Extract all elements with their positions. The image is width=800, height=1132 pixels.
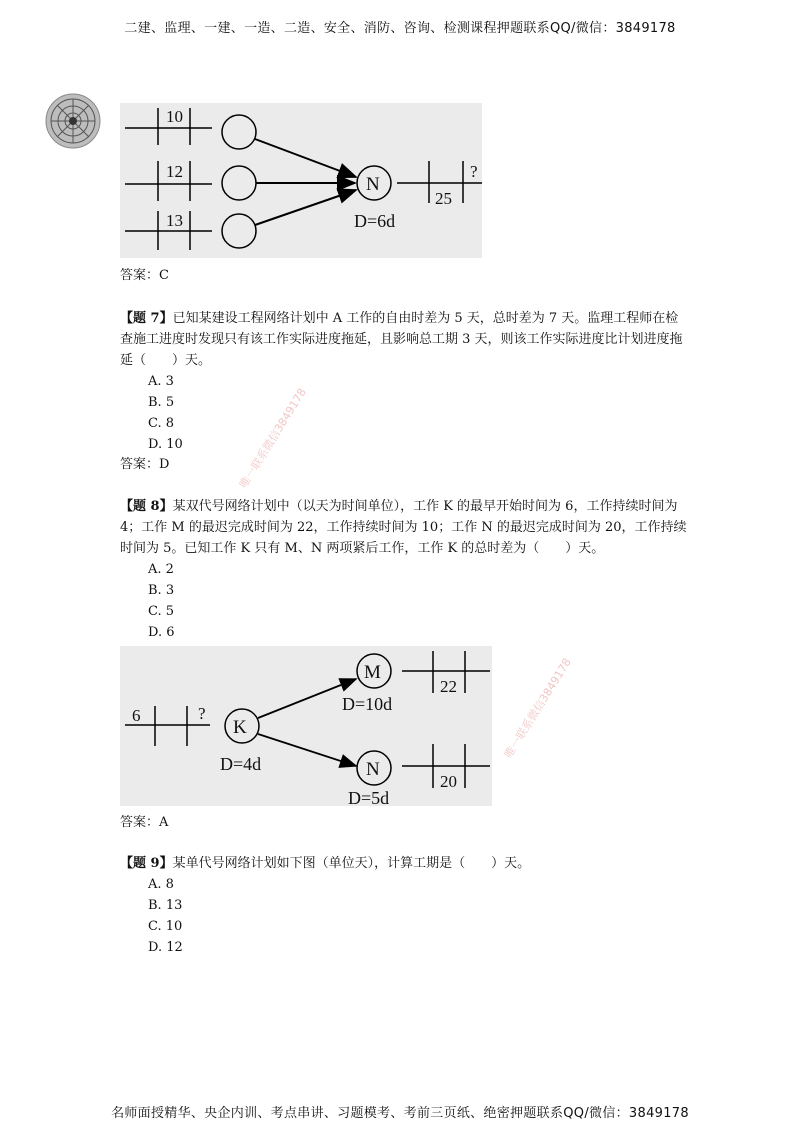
node-k-label: K (233, 717, 247, 738)
q7-option-b: B. 5 (148, 395, 175, 410)
m-duration: D=10d (342, 694, 393, 714)
q8-option-b: B. 3 (148, 583, 175, 598)
q9-option-a: A. 8 (148, 877, 174, 892)
q8-option-d: D. 6 (148, 625, 175, 640)
question-7 (120, 308, 690, 475)
q7-option-a: A. 3 (148, 374, 174, 389)
k-question: ? (198, 704, 206, 723)
q7-option-d: D. 10 (148, 437, 183, 452)
watermark: 唯一联系微信3849178 (236, 386, 309, 491)
network-figure-1 (120, 103, 482, 258)
q8-tag: 【题 8】 (120, 499, 173, 514)
input-label-2: 12 (166, 162, 183, 181)
n-late-finish: 20 (440, 772, 457, 791)
page-footer: 名师面授精华、央企内训、考点串讲、习题模考、考前三页纸、绝密押题联系QQ/微信：3849178 (111, 1106, 689, 1121)
q9-tag: 【题 9】 (120, 856, 173, 871)
q7-option-c: C. 8 (148, 416, 175, 431)
node-circle (222, 214, 256, 248)
question-8 (120, 496, 690, 643)
node-n-label: N (366, 174, 380, 195)
q9-option-b: B. 13 (148, 898, 183, 913)
node-m-label: M (364, 662, 381, 683)
q9-option-c: C. 10 (148, 919, 183, 934)
node-n-label: N (366, 759, 380, 780)
input-label-3: 13 (166, 211, 183, 230)
q9-option-d: D. 12 (148, 940, 183, 955)
seal-logo-icon (45, 93, 101, 149)
q8-option-c: C. 5 (148, 604, 175, 619)
q8-stem: 某双代号网络计划中（以天为时间单位），工作 K 的最早开始时间为 6，工作持续时间为 4；工作 M 的最迟完成时间为 22，工作持续时间为 10；工作 N 的最迟完成时间为 20，工作持续时间为 5。已知工作 K 只有 M、N 两项紧后工作，工作 K 的总时差为（ ）天。 (120, 499, 687, 556)
n-duration: D=5d (348, 788, 390, 806)
node-circle (222, 166, 256, 200)
q8-option-a: A. 2 (148, 562, 174, 577)
q7-stem: 已知某建设工程网络计划中 A 工作的自由时差为 5 天，总时差为 7 天。监理工程师在检查施工进度时发现只有该工作实际进度拖延，且影响总工期 3 天，则该工作实际进度比计划进度拖延（ ）天。 (120, 311, 683, 368)
node-circle (222, 115, 256, 149)
q6-answer: 答案：C (120, 268, 169, 283)
watermark: 唯一联系微信3849178 (501, 656, 574, 761)
node-n-duration: D=6d (354, 211, 396, 231)
input-label-1: 10 (166, 107, 183, 126)
output-question: ? (470, 162, 478, 181)
question-9 (120, 853, 690, 958)
k-early-start: 6 (132, 706, 141, 725)
q9-stem: 某单代号网络计划如下图（单位天），计算工期是（ ）天。 (172, 856, 531, 871)
network-figure-2 (120, 646, 492, 806)
page-header: 二建、监理、一建、一造、二造、安全、消防、咨询、检测课程押题联系QQ/微信：3849178 (124, 21, 676, 36)
q7-tag: 【题 7】 (120, 311, 173, 326)
m-late-finish: 22 (440, 677, 457, 696)
k-duration: D=4d (220, 754, 262, 774)
q8-answer: 答案：A (120, 815, 169, 830)
output-value: 25 (435, 189, 452, 208)
q7-answer: 答案：D (120, 457, 170, 472)
